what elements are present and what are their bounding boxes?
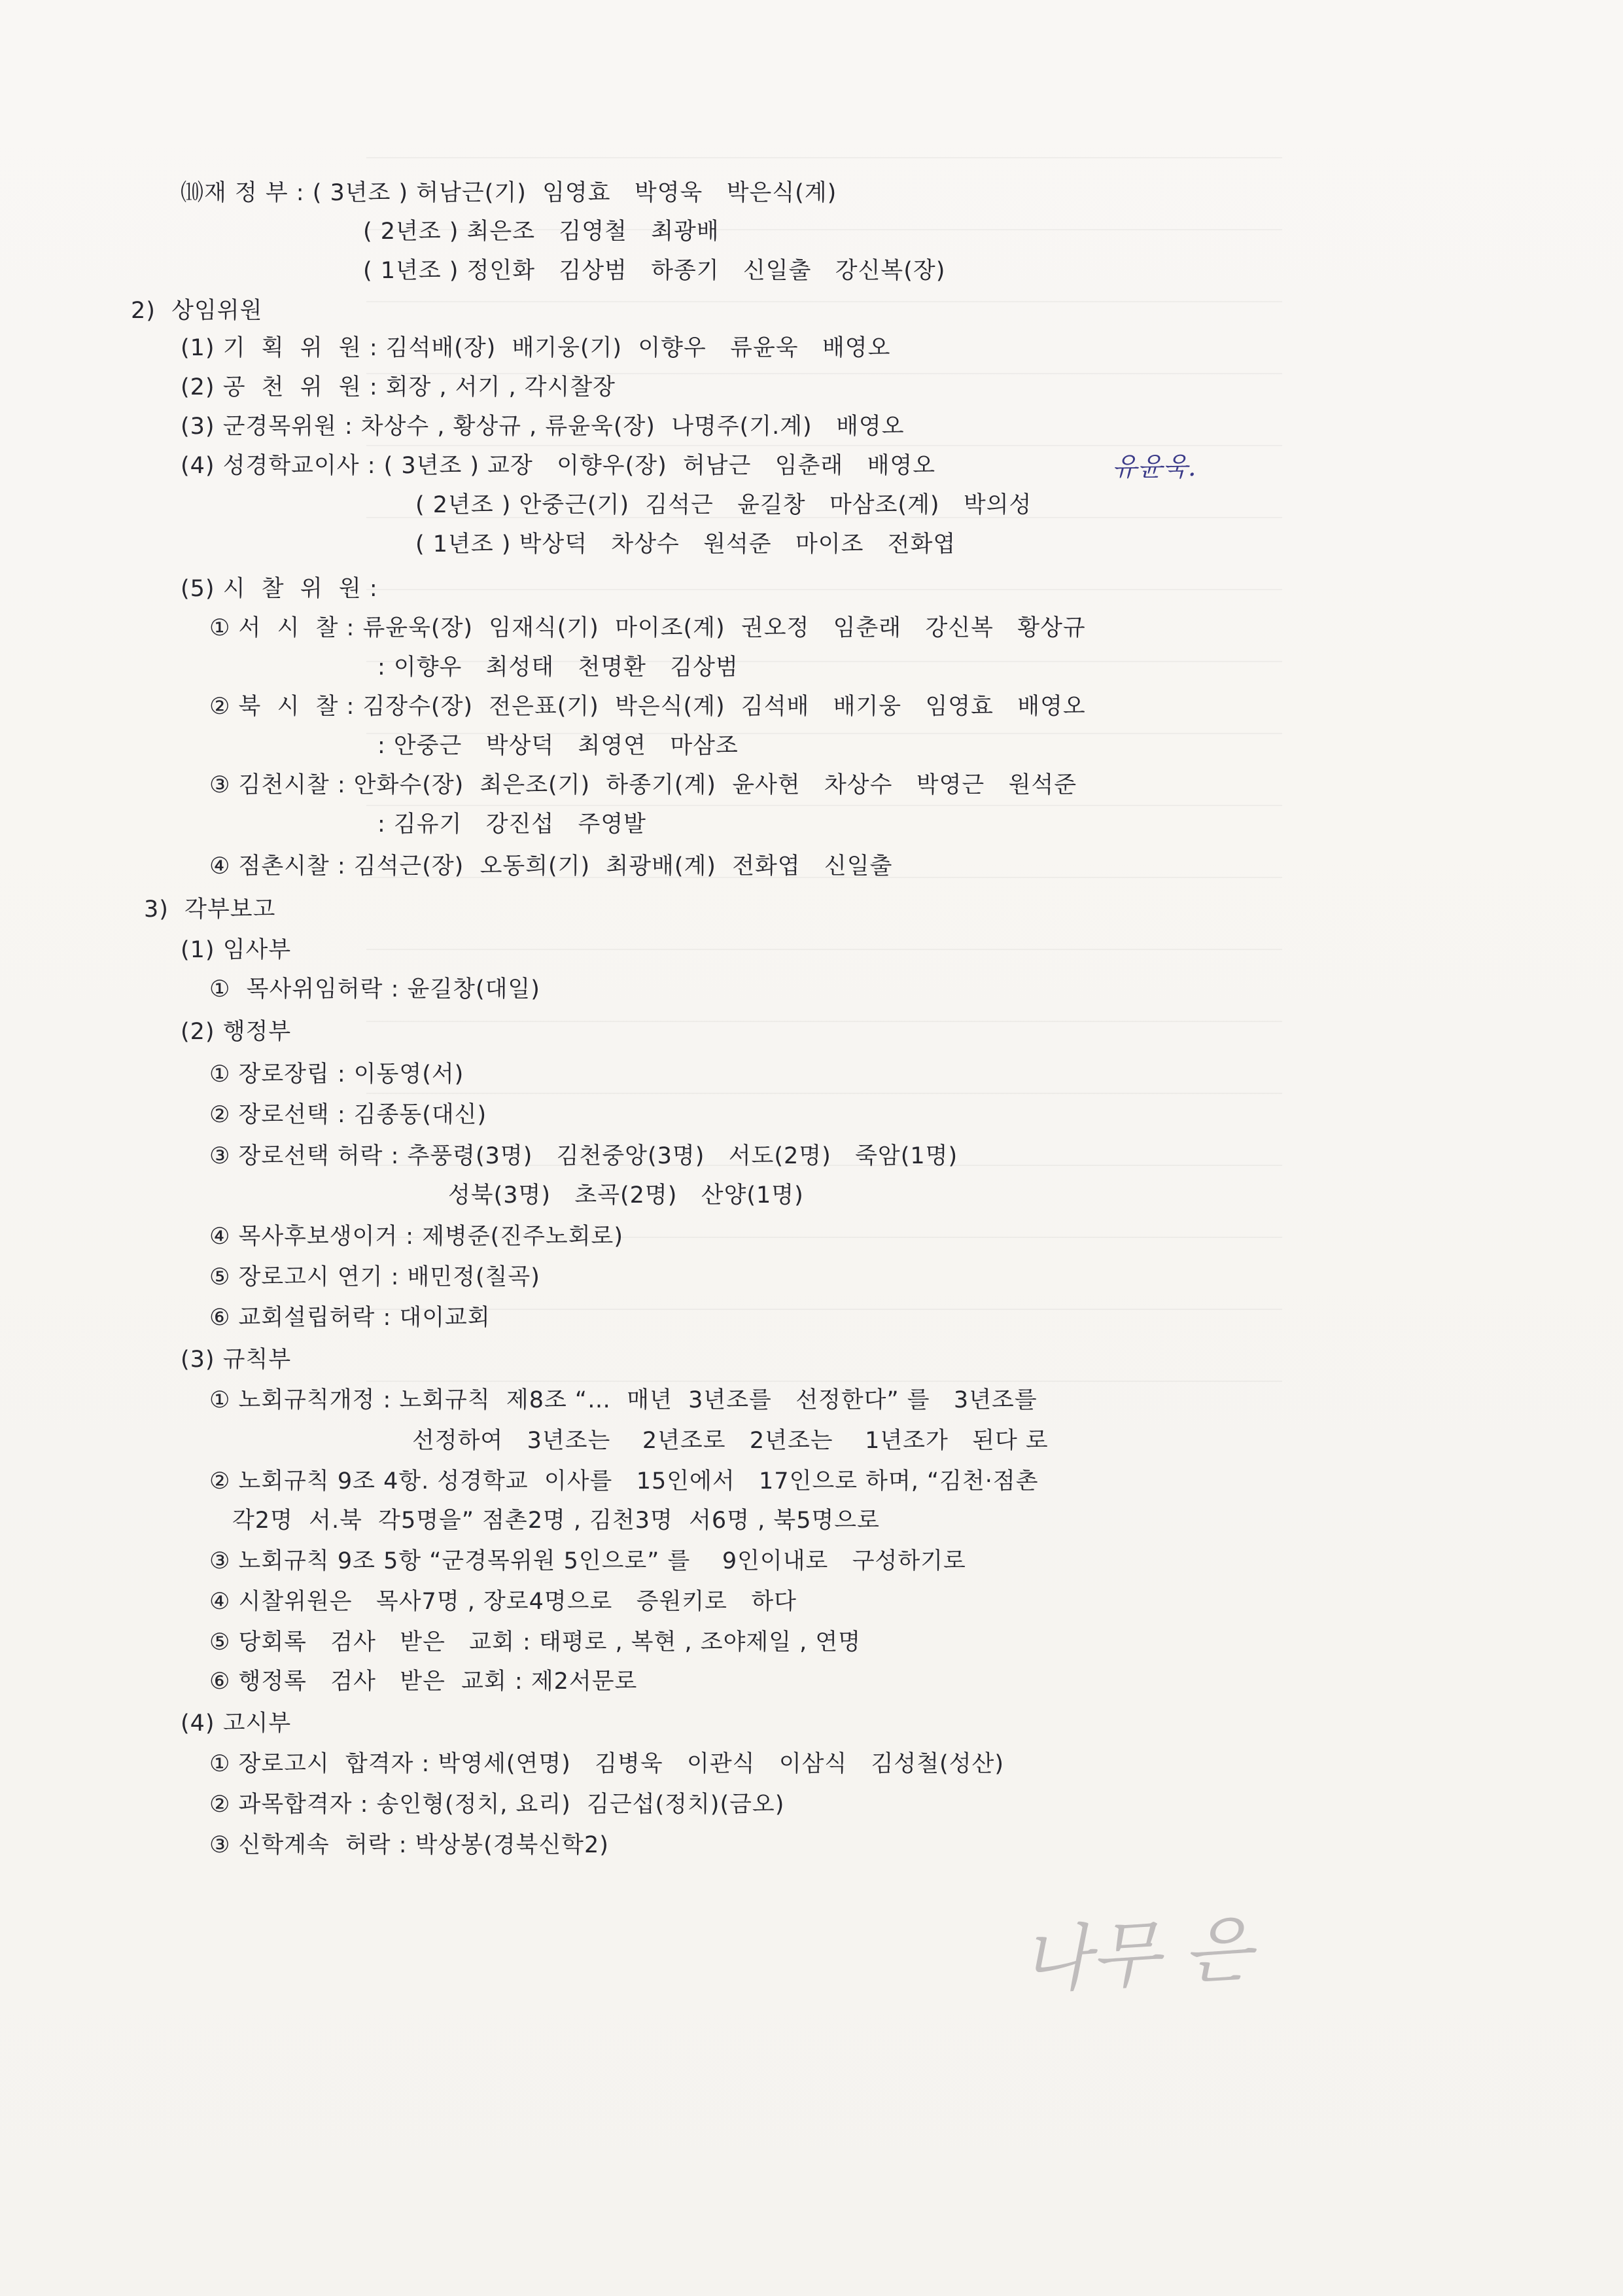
signature-faint: 나무 은 [1019, 1907, 1255, 2004]
text-line: (3) 군경목위원 : 차상수 , 황상규 , 류윤욱(장) 나명주(기.계) 배영오 [181, 414, 905, 440]
text-line: ⑽재 정 부 : ( 3년조 ) 허남근(기) 임영효 박영욱 박은식(계) [181, 180, 837, 206]
text-line: (4) 성경학교이사 : ( 3년조 ) 교장 이향우(장) 허남근 임춘래 배영오 [181, 453, 936, 479]
text-line: ① 노회규칙개정 : 노회규칙 제8조 “… 매년 3년조를 선정한다” 를 3년조를 [209, 1387, 1038, 1413]
text-line: ① 목사위임허락 : 윤길창(대일) [209, 976, 540, 1002]
text-line: ① 장로고시 합격자 : 박영세(연명) 김병욱 이관식 이삼식 김성철(성산) [209, 1751, 1004, 1777]
text-line: ( 2년조 ) 안중근(기) 김석근 윤길창 마삼조(계) 박의성 [415, 492, 1032, 518]
text-line: ③ 김천시찰 : 안화수(장) 최은조(기) 하종기(계) 윤사현 차상수 박영근 원석준 [209, 772, 1077, 798]
section-heading: 2) 상임위원 [131, 298, 263, 324]
text-line: (2) 공 천 위 원 : 회장 , 서기 , 각시찰장 [181, 374, 616, 400]
handwritten-note: 유윤욱. [1112, 452, 1196, 482]
subsection-heading: (3) 규칙부 [181, 1347, 292, 1373]
section-heading: 3) 각부보고 [144, 896, 276, 923]
text-line: 선정하여 3년조는 2년조로 2년조는 1년조가 된다 로 [412, 1428, 1049, 1454]
text-line: ⑤ 장로고시 연기 : 배민정(칠곡) [209, 1264, 540, 1290]
subsection-heading: (2) 행정부 [181, 1019, 292, 1045]
text-line: (1) 기 획 위 원 : 김석배(장) 배기웅(기) 이향우 류윤욱 배영오 [181, 335, 891, 361]
text-line: ( 1년조 ) 정인화 김상범 하종기 신일출 강신복(장) [363, 258, 946, 284]
text-line: ② 북 시 찰 : 김장수(장) 전은표(기) 박은식(계) 김석배 배기웅 임영효 배영오 [209, 694, 1086, 720]
text-line: ④ 점촌시찰 : 김석근(장) 오동희(기) 최광배(계) 전화엽 신일출 [209, 853, 893, 879]
text-line: : 이향우 최성태 천명환 김상범 [377, 654, 739, 680]
text-line: ④ 시찰위원은 목사7명 , 장로4명으로 증원키로 하다 [209, 1589, 797, 1615]
text-line: ② 과목합격자 : 송인형(정치, 요리) 김근섭(정치)(금오) [209, 1792, 785, 1818]
text-line: ② 장로선택 : 김종동(대신) [209, 1102, 487, 1128]
text-line: ⑥ 행정록 검사 받은 교회 : 제2서문로 [209, 1669, 638, 1695]
text-line: ③ 신학계속 허락 : 박상봉(경북신학2) [209, 1832, 609, 1858]
text-line: ⑤ 당회록 검사 받은 교회 : 태평로 , 복현 , 조야제일 , 연명 [209, 1629, 862, 1655]
text-line: ③ 장로선택 허락 : 추풍령(3명) 김천중앙(3명) 서도(2명) 죽암(1명) [209, 1143, 958, 1169]
text-line: ④ 목사후보생이거 : 제병준(진주노회로) [209, 1224, 624, 1250]
text-line: ① 서 시 찰 : 류윤욱(장) 임재식(기) 마이조(계) 권오정 임춘래 강신복 황상규 [209, 615, 1086, 641]
text-line: 성북(3명) 초곡(2명) 산양(1명) [448, 1182, 804, 1209]
text-line: ② 노회규칙 9조 4항. 성경학교 이사를 15인에서 17인으로 하며, “김천·점촌 [209, 1468, 1039, 1494]
text-line: ( 2년조 ) 최은조 김영철 최광배 [363, 219, 720, 245]
subsection-heading: (1) 임사부 [181, 937, 292, 963]
subsection-heading: (4) 고시부 [181, 1710, 292, 1737]
text-line: ③ 노회규칙 9조 5항 “군경목위원 5인으로” 를 9인이내로 구성하기로 [209, 1548, 966, 1574]
text-line: : 안중근 박상덕 최영연 마삼조 [377, 733, 739, 759]
text-line: (5) 시 찰 위 원 : [181, 576, 378, 602]
text-line: 각2명 서.북 각5명을” 점촌2명 , 김천3명 서6명 , 북5명으로 [232, 1508, 880, 1534]
text-line: ( 1년조 ) 박상덕 차상수 원석준 마이조 전화엽 [415, 531, 956, 557]
text-line: ⑥ 교회설립허락 : 대이교회 [209, 1305, 491, 1331]
text-line: : 김유기 강진섭 주영발 [377, 811, 646, 838]
text-line: ① 장로장립 : 이동영(서) [209, 1061, 464, 1087]
